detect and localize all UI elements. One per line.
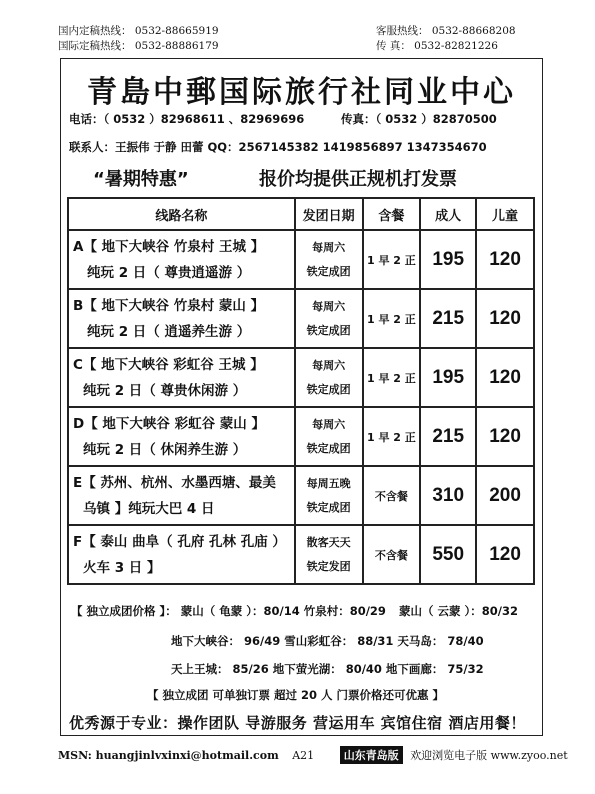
child-price: 120: [476, 348, 534, 407]
meals: 不含餐: [363, 525, 421, 584]
agency-phone: 电话：（ 0532 ）82968611 、82969696: [69, 112, 305, 126]
agency-fax: 传真：（ 0532 ）82870500: [341, 112, 497, 126]
fee-row-4: 【 独立成团 可单独订票 超过 20 人 门票价格还可优惠 】: [147, 688, 445, 702]
route-name: [68, 348, 295, 407]
departure-status: 铁定成团: [306, 441, 351, 455]
departure-status: 铁定成团: [306, 323, 351, 337]
departure: [295, 230, 363, 289]
service-hotline: 客服热线： 0532-88668208: [376, 25, 516, 37]
route-line1: C【 地下大峡谷 彩虹谷 王城 】: [73, 356, 264, 373]
agency-title: 青島中郵国际旅行社同业中心: [87, 75, 516, 110]
fee-row-2: 地下大峡谷： 96/49 雪山彩虹谷： 88/31 天马岛： 78/40: [171, 634, 484, 648]
fee-row-1b: 蒙山（ 云蒙 ）：80/32: [399, 604, 518, 618]
departure: [295, 289, 363, 348]
slogan: 优秀源于专业：操作团队 导游服务 营运用车 宾馆住宿 酒店用餐！: [69, 714, 526, 732]
route-name: [68, 289, 295, 348]
table-row: [68, 466, 534, 525]
table-row: [68, 289, 534, 348]
route-price-table: [67, 197, 535, 585]
route-name: [68, 525, 295, 584]
departure-day: 每周六: [312, 299, 346, 313]
adult-price: 195: [420, 230, 476, 289]
departure-day: 每周六: [312, 417, 346, 431]
website-link[interactable]: 欢迎浏览电子版 www.zyoo.net: [410, 749, 568, 762]
route-line2: 纯玩 2 日（ 尊贵逍遥游 ）: [87, 264, 251, 281]
table-row: [68, 407, 534, 466]
header-adult: 成人: [420, 198, 476, 230]
departure-status: 铁定发团: [306, 559, 351, 573]
child-price: 120: [476, 230, 534, 289]
header-right: [376, 24, 516, 54]
child-price: 120: [476, 289, 534, 348]
departure-status: 铁定成团: [306, 500, 351, 514]
departure-day: 每周六: [312, 240, 346, 254]
route-line2: 乌镇 】纯玩大巴 4 日: [83, 500, 215, 517]
header-meals: 含餐: [363, 198, 421, 230]
travel-advertisement: [60, 58, 543, 736]
departure-status: 铁定成团: [306, 382, 351, 396]
departure-day: 每周五晚: [306, 476, 351, 490]
adult-price: 550: [420, 525, 476, 584]
departure-day: 每周六: [312, 358, 346, 372]
adult-price: 195: [420, 348, 476, 407]
departure: [295, 348, 363, 407]
header-child: 儿童: [476, 198, 534, 230]
adult-price: 215: [420, 407, 476, 466]
route-line1: F【 泰山 曲阜（ 孔府 孔林 孔庙 ）: [73, 533, 286, 550]
meals: 1 早 2 正: [363, 230, 421, 289]
page-number: A21: [292, 749, 315, 762]
promo-note: 报价均提供正规机打发票: [259, 169, 457, 190]
child-price: 120: [476, 525, 534, 584]
route-name: [68, 466, 295, 525]
departure-day: 散客天天: [306, 535, 351, 549]
agency-contacts: 联系人：王振伟 于静 田蕾 QQ：2567145382 1419856897 1347354670: [69, 140, 487, 154]
route-line2: 纯玩 2 日（ 休闲养生游 ）: [83, 441, 247, 458]
meals: 1 早 2 正: [363, 348, 421, 407]
meals: 1 早 2 正: [363, 407, 421, 466]
fee-row-1a: 【 独立成团价格 】： 蒙山（ 龟蒙 ）：80/14 竹泉村：80/29: [71, 604, 386, 618]
route-line2: 纯玩 2 日（ 逍遥养生游 ）: [87, 323, 251, 340]
route-line1: A【 地下大峡谷 竹泉村 王城 】: [73, 238, 265, 255]
header-left: [58, 24, 219, 54]
fee-row-3: 天上王城： 85/26 地下萤光湖： 80/40 地下画廊： 75/32: [171, 662, 484, 676]
msn-contact: MSN: huangjinlvxinxi@hotmail.com: [58, 749, 279, 762]
edition-badge: 山东青岛版: [340, 746, 403, 764]
table-row: [68, 348, 534, 407]
promo-label: “暑期特惠”: [93, 169, 189, 190]
table-header-row: [68, 198, 534, 230]
route-line1: E【 苏州、杭州、水墨西塘、最美: [73, 474, 276, 491]
departure-status: 铁定成团: [306, 264, 351, 278]
header-route: 线路名称: [68, 198, 295, 230]
departure: [295, 407, 363, 466]
table-row: [68, 230, 534, 289]
route-line1: D【 地下大峡谷 彩虹谷 蒙山 】: [73, 415, 266, 432]
departure: [295, 466, 363, 525]
route-name: [68, 230, 295, 289]
departure: [295, 525, 363, 584]
adult-price: 310: [420, 466, 476, 525]
page-footer: [58, 746, 568, 764]
header-departure: 发团日期: [295, 198, 363, 230]
table-row: [68, 525, 534, 584]
child-price: 200: [476, 466, 534, 525]
intl-hotline: 国际定稿热线： 0532-88886179: [58, 40, 219, 52]
meals: 不含餐: [363, 466, 421, 525]
meals: 1 早 2 正: [363, 289, 421, 348]
domestic-hotline: 国内定稿热线： 0532-88665919: [58, 25, 219, 37]
route-line2: 火车 3 日 】: [83, 559, 161, 576]
fax-number: 传 真： 0532-82821226: [376, 40, 498, 52]
route-line2: 纯玩 2 日（ 尊贵休闲游 ）: [83, 382, 247, 399]
adult-price: 215: [420, 289, 476, 348]
child-price: 120: [476, 407, 534, 466]
route-name: [68, 407, 295, 466]
route-line1: B【 地下大峡谷 竹泉村 蒙山 】: [73, 297, 265, 314]
